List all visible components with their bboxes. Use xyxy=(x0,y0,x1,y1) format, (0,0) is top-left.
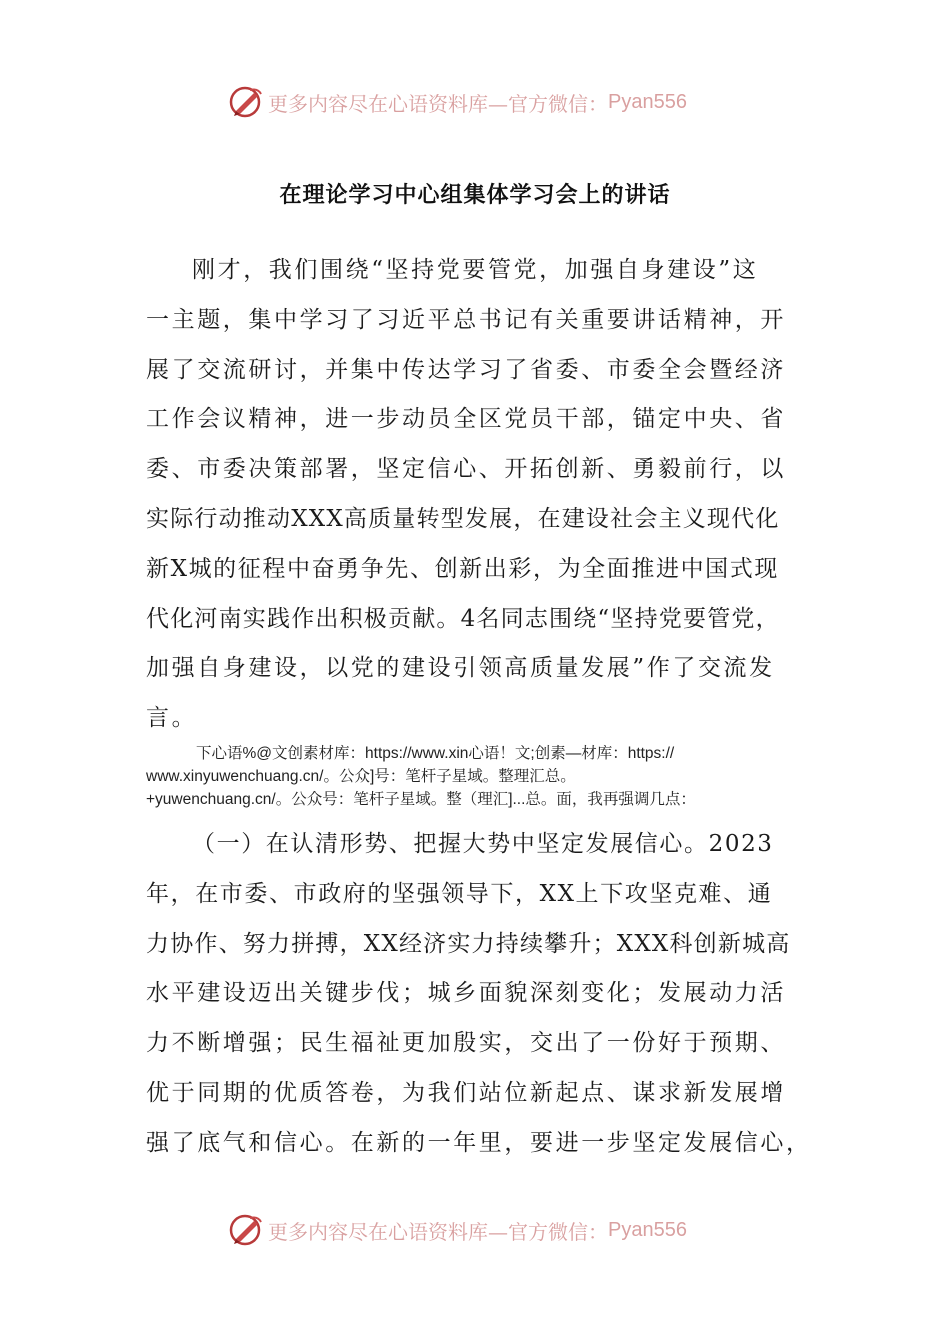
paragraph-2 xyxy=(146,820,826,1169)
text-line: 加强自身建设，以党的建设引领高质量发展”作了交流发 xyxy=(146,655,775,682)
pen-logo-icon xyxy=(228,1212,264,1248)
text-line: 年，在市委、市政府的坚强领导下，XX上下攻坚克难、通 xyxy=(146,880,773,907)
text-line: 实际行动推动XXX高质量转型发展，在建设社会主义现代化 xyxy=(146,505,780,532)
text-line: 力不断增强；民生福祉更加殷实，交出了一份好于预期、 xyxy=(146,1030,786,1057)
source-note xyxy=(146,742,826,811)
note-line: +yuwenchuang.cn/。公众号：笔杆子星域。整（理汇]...总。面，我再强调几点： xyxy=(146,791,696,808)
text-line: 新X城的征程中奋勇争先、创新出彩，为全面推进中国式现 xyxy=(146,555,779,582)
note-line: www.xinyuwenchuang.cn/。公众]号：笔杆子星域。整理汇总。 xyxy=(146,768,576,785)
text-line: 强了底气和信心。在新的一年里，要进一步坚定发展信心， xyxy=(146,1129,812,1156)
text-line: 刚才，我们围绕“坚持党要管党，加强自身建设”这 xyxy=(192,257,759,283)
text-line: 优于同期的优质答卷，为我们站位新起点、谋求新发展增 xyxy=(146,1079,786,1106)
text-line: 展了交流研讨，并集中传达学习了省委、市委全会暨经济 xyxy=(146,356,786,383)
text-line: （一）在认清形势、把握大势中坚定发展信心。2023 xyxy=(192,831,774,857)
banner-text: 更多内容尽在心语资料库—官方微信： xyxy=(268,91,608,116)
note-line: 下心语%@文创素材库：https://www.xin心语！文;创素—材库：https:// xyxy=(196,745,675,762)
wechat-id: Pyan556 xyxy=(608,1218,687,1241)
paragraph-1 xyxy=(146,246,826,744)
footer-banner xyxy=(228,1208,728,1252)
banner-text: 更多内容尽在心语资料库—官方微信： xyxy=(268,1219,608,1244)
text-line: 言。 xyxy=(146,705,198,732)
pen-logo-icon xyxy=(228,84,264,120)
text-line: 代化河南实践作出积极贡献。4名同志围绕“坚持党要管党， xyxy=(146,605,780,632)
text-line: 工作会议精神，进一步动员全区党员干部，锚定中央、省 xyxy=(146,406,786,433)
text-line: 一主题，集中学习了习近平总书记有关重要讲话精神，开 xyxy=(146,306,786,333)
wechat-id: Pyan556 xyxy=(608,90,687,113)
text-line: 委、市委决策部署，坚定信心、开拓创新、勇毅前行，以 xyxy=(146,456,786,483)
page-title: 在理论学习中心组集体学习会上的讲话 xyxy=(279,183,671,208)
header-banner xyxy=(228,80,728,124)
text-line: 力协作、努力拼搏，XX经济实力持续攀升；XXX科创新城高 xyxy=(146,930,791,957)
text-line: 水平建设迈出关键步伐；城乡面貌深刻变化；发展动力活 xyxy=(146,980,786,1007)
